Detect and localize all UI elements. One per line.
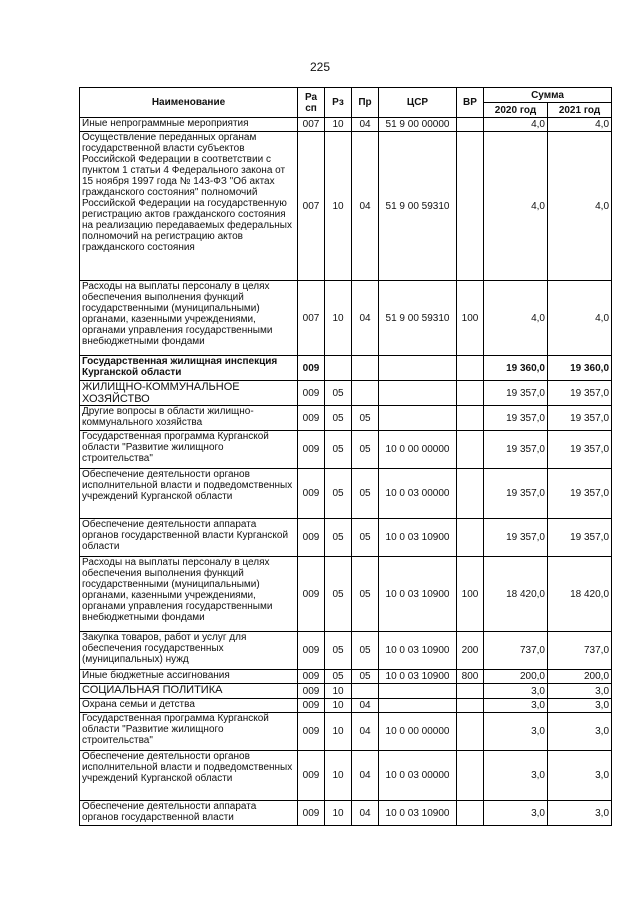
cell-rasp: 009: [298, 406, 325, 431]
cell-csr: [379, 684, 457, 699]
cell-name: Другие вопросы в области жилищно-коммунального хозяйства: [80, 406, 298, 431]
cell-name: Государственная программа Курганской области "Развитие жилищного строительства": [80, 431, 298, 469]
cell-sum-2020: 3,0: [484, 801, 548, 826]
cell-sum-2020: 3,0: [484, 713, 548, 751]
cell-name: Иные бюджетные ассигнования: [80, 670, 298, 684]
cell-rz: 05: [325, 519, 352, 557]
cell-pr: 05: [352, 519, 379, 557]
cell-csr: 10 0 03 10900: [379, 801, 457, 826]
cell-name: Обеспечение деятельности аппарата органов государственной власти: [80, 801, 298, 826]
cell-sum-2020: 3,0: [484, 751, 548, 801]
header-rasp: Ра сп: [298, 88, 325, 118]
cell-name: Государственная программа Курганской области "Развитие жилищного строительства": [80, 713, 298, 751]
cell-rasp: 009: [298, 356, 325, 381]
cell-rz: 10: [325, 801, 352, 826]
cell-sum-2021: 3,0: [548, 713, 612, 751]
cell-pr: [352, 356, 379, 381]
cell-sum-2020: 3,0: [484, 684, 548, 699]
cell-rasp: 007: [298, 281, 325, 356]
cell-rz: 10: [325, 713, 352, 751]
cell-name: Осуществление переданных органам государственной власти субъектов Российской Федерации в соответствии с пунктом 1 статьи 4 Федерального закона от 15 ноября 1997 года № 143-ФЗ "Об актах гражданского состояния" полномочий Российской Федерации на государственную регистрацию актов гражданского состояния на реализацию передаваемых федеральных полномочий на регистрацию актов гражданского состояния: [80, 132, 298, 281]
table-row: [80, 132, 612, 281]
cell-sum-2021: 19 357,0: [548, 469, 612, 519]
cell-name: Обеспечение деятельности аппарата органов государственной власти Курганской области: [80, 519, 298, 557]
cell-vr: 800: [457, 670, 484, 684]
cell-rasp: 009: [298, 670, 325, 684]
cell-sum-2021: 19 357,0: [548, 406, 612, 431]
cell-vr: [457, 751, 484, 801]
cell-vr: [457, 356, 484, 381]
cell-rz: 05: [325, 431, 352, 469]
table-row: [80, 381, 612, 406]
cell-sum-2020: 19 357,0: [484, 519, 548, 557]
table-row: [80, 632, 612, 670]
cell-name: Обеспечение деятельности органов исполнительной власти и подведомственных учреждений Курганской области: [80, 469, 298, 519]
cell-vr: [457, 469, 484, 519]
cell-vr: 100: [457, 557, 484, 632]
cell-sum-2021: 200,0: [548, 670, 612, 684]
cell-csr: 51 9 00 59310: [379, 132, 457, 281]
cell-sum-2020: 4,0: [484, 281, 548, 356]
cell-pr: 04: [352, 713, 379, 751]
cell-csr: [379, 356, 457, 381]
cell-pr: 05: [352, 557, 379, 632]
cell-vr: [457, 519, 484, 557]
cell-sum-2021: 3,0: [548, 801, 612, 826]
cell-rasp: 009: [298, 632, 325, 670]
table-row: [80, 751, 612, 801]
cell-rz: 05: [325, 406, 352, 431]
cell-pr: 04: [352, 281, 379, 356]
cell-csr: 10 0 00 00000: [379, 713, 457, 751]
cell-csr: 10 0 03 10900: [379, 519, 457, 557]
cell-pr: 04: [352, 132, 379, 281]
cell-sum-2020: 19 360,0: [484, 356, 548, 381]
table-row: [80, 431, 612, 469]
header-csr: ЦСР: [379, 88, 457, 118]
cell-rz: 10: [325, 132, 352, 281]
cell-sum-2021: 18 420,0: [548, 557, 612, 632]
cell-pr: 05: [352, 670, 379, 684]
budget-table: [79, 87, 612, 826]
header-sum: Сумма: [484, 88, 612, 103]
cell-sum-2021: 737,0: [548, 632, 612, 670]
cell-rasp: 009: [298, 519, 325, 557]
cell-rasp: 007: [298, 118, 325, 132]
cell-sum-2020: 4,0: [484, 132, 548, 281]
cell-pr: [352, 684, 379, 699]
cell-name: Обеспечение деятельности органов исполнительной власти и подведомственных учреждений Курганской области: [80, 751, 298, 801]
header-year-2020: 2020 год: [484, 103, 548, 118]
cell-sum-2020: 737,0: [484, 632, 548, 670]
cell-sum-2020: 19 357,0: [484, 469, 548, 519]
cell-rasp: 007: [298, 132, 325, 281]
cell-rz: 05: [325, 632, 352, 670]
cell-rasp: 009: [298, 713, 325, 751]
cell-vr: [457, 713, 484, 751]
cell-vr: [457, 132, 484, 281]
table-row: [80, 519, 612, 557]
cell-rasp: 009: [298, 699, 325, 713]
cell-sum-2020: 19 357,0: [484, 406, 548, 431]
table-row: [80, 670, 612, 684]
cell-rz: 05: [325, 557, 352, 632]
cell-name: Охрана семьи и детства: [80, 699, 298, 713]
cell-name: Государственная жилищная инспекция Курганской области: [80, 356, 298, 381]
table-row: [80, 713, 612, 751]
cell-csr: 10 0 03 00000: [379, 469, 457, 519]
cell-sum-2020: 200,0: [484, 670, 548, 684]
cell-rasp: 009: [298, 801, 325, 826]
table-row: [80, 281, 612, 356]
cell-vr: [457, 801, 484, 826]
cell-rz: 05: [325, 670, 352, 684]
cell-sum-2021: 19 357,0: [548, 431, 612, 469]
cell-pr: 04: [352, 801, 379, 826]
cell-csr: 51 9 00 59310: [379, 281, 457, 356]
cell-sum-2021: 3,0: [548, 751, 612, 801]
cell-name: Расходы на выплаты персоналу в целях обеспечения выполнения функций государственными (муниципальными) органами, казенными учреждениями, органами управления государственными внебюджетными фондами: [80, 557, 298, 632]
cell-vr: [457, 406, 484, 431]
cell-name: ЖИЛИЩНО-КОММУНАЛЬНОЕ ХОЗЯЙСТВО: [80, 381, 298, 406]
cell-rasp: 009: [298, 469, 325, 519]
cell-sum-2021: 4,0: [548, 281, 612, 356]
cell-rz: 10: [325, 684, 352, 699]
cell-sum-2021: 3,0: [548, 684, 612, 699]
table-row: [80, 684, 612, 699]
cell-pr: 05: [352, 431, 379, 469]
cell-csr: 51 9 00 00000: [379, 118, 457, 132]
cell-pr: 04: [352, 118, 379, 132]
cell-rasp: 009: [298, 381, 325, 406]
cell-csr: 10 0 03 10900: [379, 670, 457, 684]
cell-vr: [457, 684, 484, 699]
cell-rz: [325, 356, 352, 381]
cell-rasp: 009: [298, 557, 325, 632]
cell-vr: [457, 118, 484, 132]
header-name: Наименование: [80, 88, 298, 118]
cell-sum-2021: 19 360,0: [548, 356, 612, 381]
cell-name: Иные непрограммные мероприятия: [80, 118, 298, 132]
cell-pr: [352, 381, 379, 406]
cell-csr: [379, 381, 457, 406]
cell-rz: 10: [325, 118, 352, 132]
cell-pr: 04: [352, 751, 379, 801]
header-year-2021: 2021 год: [548, 103, 612, 118]
cell-sum-2020: 19 357,0: [484, 431, 548, 469]
cell-sum-2021: 4,0: [548, 132, 612, 281]
header-rz: Рз: [325, 88, 352, 118]
cell-csr: 10 0 03 10900: [379, 632, 457, 670]
cell-name: Расходы на выплаты персоналу в целях обеспечения выполнения функций государственными (муниципальными) органами, казенными учреждениями, органами управления государственными внебюджетными фондами: [80, 281, 298, 356]
cell-rz: 05: [325, 381, 352, 406]
cell-vr: [457, 431, 484, 469]
cell-sum-2020: 3,0: [484, 699, 548, 713]
cell-sum-2020: 18 420,0: [484, 557, 548, 632]
cell-pr: 05: [352, 406, 379, 431]
table-row: [80, 699, 612, 713]
cell-rz: 10: [325, 751, 352, 801]
cell-sum-2020: 19 357,0: [484, 381, 548, 406]
table-row: [80, 801, 612, 826]
cell-vr: 100: [457, 281, 484, 356]
cell-vr: 200: [457, 632, 484, 670]
table-row: [80, 469, 612, 519]
table-row: [80, 356, 612, 381]
cell-rz: 10: [325, 699, 352, 713]
cell-csr: 10 0 00 00000: [379, 431, 457, 469]
cell-vr: [457, 381, 484, 406]
table-row: [80, 557, 612, 632]
cell-sum-2021: 19 357,0: [548, 519, 612, 557]
table-row: [80, 118, 612, 132]
cell-csr: [379, 699, 457, 713]
cell-rasp: 009: [298, 431, 325, 469]
cell-sum-2020: 4,0: [484, 118, 548, 132]
header-vr: ВР: [457, 88, 484, 118]
cell-rz: 05: [325, 469, 352, 519]
cell-sum-2021: 3,0: [548, 699, 612, 713]
cell-rasp: 009: [298, 751, 325, 801]
cell-pr: 05: [352, 469, 379, 519]
cell-sum-2021: 19 357,0: [548, 381, 612, 406]
cell-name: Закупка товаров, работ и услуг для обеспечения государственных (муниципальных) нужд: [80, 632, 298, 670]
header-pr: Пр: [352, 88, 379, 118]
cell-csr: 10 0 03 00000: [379, 751, 457, 801]
cell-pr: 04: [352, 699, 379, 713]
cell-vr: [457, 699, 484, 713]
cell-rasp: 009: [298, 684, 325, 699]
cell-name: СОЦИАЛЬНАЯ ПОЛИТИКА: [80, 684, 298, 699]
table-row: [80, 406, 612, 431]
cell-rz: 10: [325, 281, 352, 356]
cell-csr: [379, 406, 457, 431]
cell-csr: 10 0 03 10900: [379, 557, 457, 632]
cell-pr: 05: [352, 632, 379, 670]
cell-sum-2021: 4,0: [548, 118, 612, 132]
page-number: 225: [309, 60, 331, 74]
